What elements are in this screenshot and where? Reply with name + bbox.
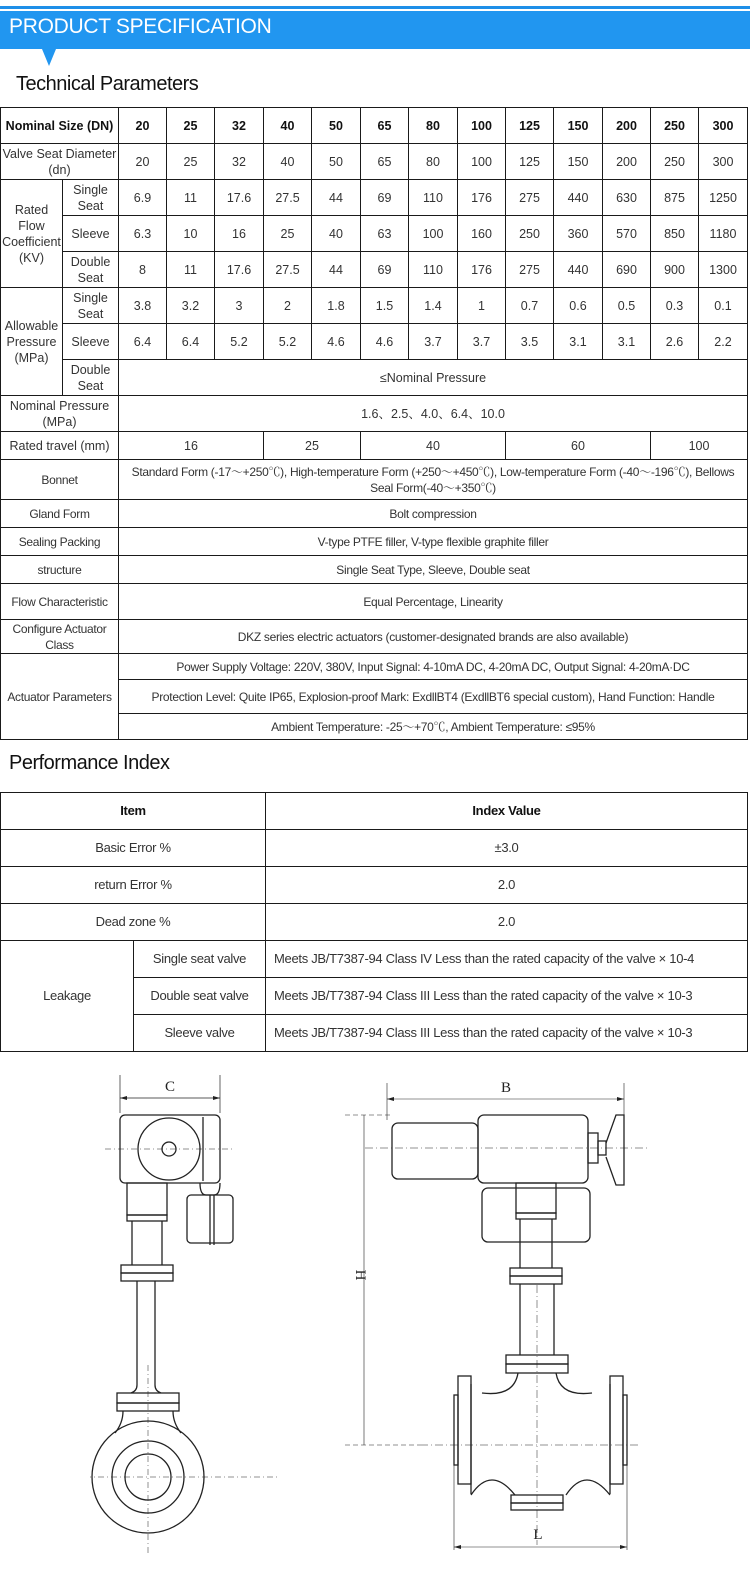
leakage-type: Single seat valve — [134, 941, 266, 978]
right-flange-face — [623, 1395, 627, 1465]
table-cell: 176 — [458, 252, 506, 288]
bonnet-row — [1, 460, 748, 500]
dim-l-label: L — [533, 1527, 543, 1543]
table-cell: 125 — [506, 144, 554, 180]
rated-travel-value: 25 — [264, 432, 361, 460]
table-cell: 110 — [409, 180, 458, 216]
size-header: 25 — [167, 108, 215, 144]
size-header: 125 — [506, 108, 554, 144]
perf-row — [1, 904, 748, 941]
table-cell: 100 — [458, 144, 506, 180]
table-cell: 176 — [458, 180, 506, 216]
table-cell: 20 — [119, 144, 167, 180]
leakage-value: Meets JB/T7387-94 Class III Less than the rated capacity of the valve × 10-3 — [266, 978, 748, 1015]
size-header: 65 — [361, 108, 409, 144]
row-label: Configure Actuator Class — [1, 620, 119, 654]
table-cell: 690 — [603, 252, 651, 288]
row-sublabel: Sleeve — [63, 324, 119, 360]
nominal-pressure-value: 1.6、2.5、4.0、6.4、10.0 — [119, 396, 748, 432]
valve-body-outer — [92, 1421, 204, 1533]
table-cell: 16 — [215, 216, 264, 252]
size-header: 20 — [119, 108, 167, 144]
row-label: Nominal Pressure (MPa) — [1, 396, 119, 432]
bonnet-value: Standard Form (-17～+250℃), High-temperature Form (+250～+450℃), Low-temperature Form (-40～-196℃), Bellows Seal Form(-40～+350℃) — [119, 460, 748, 500]
valve-side-view-drawing — [90, 1065, 290, 1565]
performance-index-table — [0, 792, 748, 1052]
row-label: Flow Characteristic — [1, 584, 119, 620]
table-cell: 3.7 — [458, 324, 506, 360]
size-header: 40 — [264, 108, 312, 144]
allowable-pressure-row — [1, 360, 748, 396]
yoke-band — [516, 1213, 556, 1219]
table-cell: 875 — [651, 180, 699, 216]
table-cell: 17.6 — [215, 180, 264, 216]
table-cell: 275 — [506, 180, 554, 216]
perf-row — [1, 867, 748, 904]
table-cell: 50 — [312, 144, 361, 180]
table-cell: 8 — [119, 252, 167, 288]
merged-value: ≤Nominal Pressure — [119, 360, 748, 396]
allowable-pressure-row — [1, 324, 748, 360]
table-cell: 300 — [699, 144, 748, 180]
table-cell: 44 — [312, 252, 361, 288]
perf-header-row — [1, 793, 748, 830]
table-cell: 3 — [215, 288, 264, 324]
perf-item: Basic Error % — [1, 830, 266, 867]
row-sublabel: Single Seat — [63, 180, 119, 216]
table-cell: 11 — [167, 180, 215, 216]
side-view-svg — [90, 1065, 290, 1565]
table-cell: 1.8 — [312, 288, 361, 324]
table-cell: 69 — [361, 180, 409, 216]
table-cell: 3.5 — [506, 324, 554, 360]
body-sides — [471, 1384, 610, 1494]
rated-travel-row — [1, 432, 748, 460]
flow-coefficient-row — [1, 216, 748, 252]
table-cell: 32 — [215, 144, 264, 180]
banner-title: PRODUCT SPECIFICATION — [9, 15, 272, 38]
row-label: Rated travel (mm) — [1, 432, 119, 460]
perf-row — [1, 830, 748, 867]
table-cell: 440 — [554, 252, 603, 288]
table-cell: 200 — [603, 144, 651, 180]
sealing-packing-row — [1, 528, 748, 556]
table-cell: 0.5 — [603, 288, 651, 324]
nominal-pressure-row — [1, 396, 748, 432]
gland-form-row — [1, 500, 748, 528]
size-header: 200 — [603, 108, 651, 144]
table-cell: 40 — [312, 216, 361, 252]
table-cell: 0.6 — [554, 288, 603, 324]
nominal-size-header: Nominal Size (DN) — [1, 108, 119, 144]
seat-diameter-row — [1, 144, 748, 180]
gland-form-value: Bolt compression — [119, 500, 748, 528]
table-cell: 65 — [361, 144, 409, 180]
table-cell: 80 — [409, 144, 458, 180]
technical-parameters-title: Technical Parameters — [16, 73, 199, 95]
valve-body-ring — [112, 1441, 184, 1513]
rated-travel-value: 100 — [651, 432, 748, 460]
table-cell: 110 — [409, 252, 458, 288]
row-label: Sealing Packing — [1, 528, 119, 556]
body-bottom-curves — [471, 1480, 610, 1495]
table-cell: 44 — [312, 180, 361, 216]
actuator-motor — [392, 1123, 478, 1179]
row-label: structure — [1, 556, 119, 584]
row-group-label: Allowable Pressure (MPa) — [1, 288, 63, 396]
upper-flange-top — [510, 1268, 562, 1276]
table-cell: 6.9 — [119, 180, 167, 216]
sealing-packing-value: V-type PTFE filler, V-type flexible graphite filler — [119, 528, 748, 556]
row-group-label: Actuator Parameters — [1, 654, 119, 740]
size-header: 80 — [409, 108, 458, 144]
stem-transition — [131, 1385, 161, 1393]
size-header: 300 — [699, 108, 748, 144]
flow-coefficient-row — [1, 252, 748, 288]
valve-front-view-drawing — [340, 1065, 660, 1565]
row-label: Valve Seat Diameter (dn) — [1, 144, 119, 180]
perf-value: 2.0 — [266, 867, 748, 904]
perf-value: 2.0 — [266, 904, 748, 941]
table-cell: 250 — [651, 144, 699, 180]
performance-index-title: Performance Index — [9, 752, 170, 774]
table-cell: 27.5 — [264, 252, 312, 288]
table-cell: 3.1 — [554, 324, 603, 360]
table-cell: 0.3 — [651, 288, 699, 324]
perf-item: Dead zone % — [1, 904, 266, 941]
table-cell: 1300 — [699, 252, 748, 288]
actuator-param-line: Ambient Temperature: -25～+70℃, Ambient Temperature: ≤95% — [119, 714, 748, 740]
rated-travel-value: 40 — [361, 432, 506, 460]
right-flange — [610, 1376, 623, 1484]
leakage-type: Sleeve valve — [134, 1015, 266, 1052]
row-sublabel: Double Seat — [63, 252, 119, 288]
table-cell: 1250 — [699, 180, 748, 216]
row-sublabel: Single Seat — [63, 288, 119, 324]
table-cell: 3.8 — [119, 288, 167, 324]
row-sublabel: Double Seat — [63, 360, 119, 396]
table-cell: 2 — [264, 288, 312, 324]
table-cell: 6.4 — [167, 324, 215, 360]
motor-neck — [200, 1183, 220, 1195]
actuator-body — [478, 1115, 588, 1183]
flow-characteristic-row — [1, 584, 748, 620]
flow-characteristic-value: Equal Percentage, Linearity — [119, 584, 748, 620]
table-cell: 250 — [506, 216, 554, 252]
table-cell: 5.2 — [264, 324, 312, 360]
table-cell: 2.6 — [651, 324, 699, 360]
leakage-type: Double seat valve — [134, 978, 266, 1015]
left-flange-face — [454, 1395, 458, 1465]
rated-travel-value: 60 — [506, 432, 651, 460]
banner-top-line — [0, 6, 750, 9]
handwheel — [606, 1115, 624, 1185]
size-header: 150 — [554, 108, 603, 144]
table-cell: 5.2 — [215, 324, 264, 360]
table-cell: 1.4 — [409, 288, 458, 324]
size-header: 100 — [458, 108, 506, 144]
flow-coefficient-row — [1, 180, 748, 216]
dim-b-label: B — [500, 1080, 512, 1096]
allowable-pressure-row — [1, 288, 748, 324]
table-cell: 275 — [506, 252, 554, 288]
actuator-param-line: Power Supply Voltage: 220V, 380V, Input Signal: 4-10mA DC, 4-20mA DC, Output Signal: 4-20mA·DC — [119, 654, 748, 680]
table-cell: 440 — [554, 180, 603, 216]
table-cell: 4.6 — [361, 324, 409, 360]
row-label: Bonnet — [1, 460, 119, 500]
table-cell: 0.1 — [699, 288, 748, 324]
table-cell: 4.6 — [312, 324, 361, 360]
rated-travel-value: 16 — [119, 432, 264, 460]
structure-value: Single Seat Type, Sleeve, Double seat — [119, 556, 748, 584]
table-cell: 360 — [554, 216, 603, 252]
table-cell: 100 — [409, 216, 458, 252]
header-row — [1, 108, 748, 144]
table-cell: 3.7 — [409, 324, 458, 360]
table-cell: 40 — [264, 144, 312, 180]
table-cell: 25 — [264, 216, 312, 252]
table-cell: 0.7 — [506, 288, 554, 324]
table-cell: 630 — [603, 180, 651, 216]
table-cell: 900 — [651, 252, 699, 288]
item-header: Item — [1, 793, 266, 830]
perf-value: ±3.0 — [266, 830, 748, 867]
yoke-band — [127, 1215, 167, 1221]
table-cell: 25 — [167, 144, 215, 180]
technical-parameters-table — [0, 107, 748, 740]
leakage-value: Meets JB/T7387-94 Class III Less than the rated capacity of the valve × 10-3 — [266, 1015, 748, 1052]
yoke-upper — [127, 1183, 167, 1215]
size-header: 50 — [312, 108, 361, 144]
row-group-label: Rated Flow Coefficient (KV) — [1, 180, 63, 288]
leakage-value: Meets JB/T7387-94 Class IV Less than the rated capacity of the valve × 10-4 — [266, 941, 748, 978]
actuator-class-row — [1, 620, 748, 654]
table-cell: 11 — [167, 252, 215, 288]
index-value-header: Index Value — [266, 793, 748, 830]
table-cell: 2.2 — [699, 324, 748, 360]
structure-row — [1, 556, 748, 584]
front-view-svg — [340, 1065, 660, 1565]
table-cell: 850 — [651, 216, 699, 252]
table-cell: 3.2 — [167, 288, 215, 324]
table-cell: 27.5 — [264, 180, 312, 216]
left-flange — [458, 1376, 471, 1484]
dim-h-label: H — [352, 1269, 368, 1281]
table-cell: 160 — [458, 216, 506, 252]
table-cell: 6.4 — [119, 324, 167, 360]
actuator-class-value: DKZ series electric actuators (customer-designated brands are also available) — [119, 620, 748, 654]
dim-c-label: C — [164, 1079, 176, 1095]
leakage-row — [1, 941, 748, 978]
table-cell: 6.3 — [119, 216, 167, 252]
table-cell: 570 — [603, 216, 651, 252]
perf-item: return Error % — [1, 867, 266, 904]
gearbox — [482, 1188, 590, 1242]
row-label: Gland Form — [1, 500, 119, 528]
size-header: 32 — [215, 108, 264, 144]
table-cell: 1180 — [699, 216, 748, 252]
table-cell: 69 — [361, 252, 409, 288]
table-cell: 3.1 — [603, 324, 651, 360]
banner-pointer-icon — [42, 49, 56, 66]
table-cell: 17.6 — [215, 252, 264, 288]
table-cell: 1.5 — [361, 288, 409, 324]
product-spec-banner — [0, 11, 750, 49]
table-cell: 1 — [458, 288, 506, 324]
table-cell: 150 — [554, 144, 603, 180]
upper-flange-top — [121, 1265, 173, 1273]
upper-flange-bottom — [510, 1276, 562, 1284]
table-cell: 10 — [167, 216, 215, 252]
leakage-label: Leakage — [1, 941, 134, 1052]
actuator-param-line: Protection Level: Quite IP65, Explosion-proof Mark: ExdllBT4 (ExdllBT6 special custom), Hand Function: Handle — [119, 680, 748, 714]
row-sublabel: Sleeve — [63, 216, 119, 252]
upper-flange-bottom — [121, 1273, 173, 1281]
actuator-params-row — [1, 654, 748, 680]
table-cell: 63 — [361, 216, 409, 252]
size-header: 250 — [651, 108, 699, 144]
